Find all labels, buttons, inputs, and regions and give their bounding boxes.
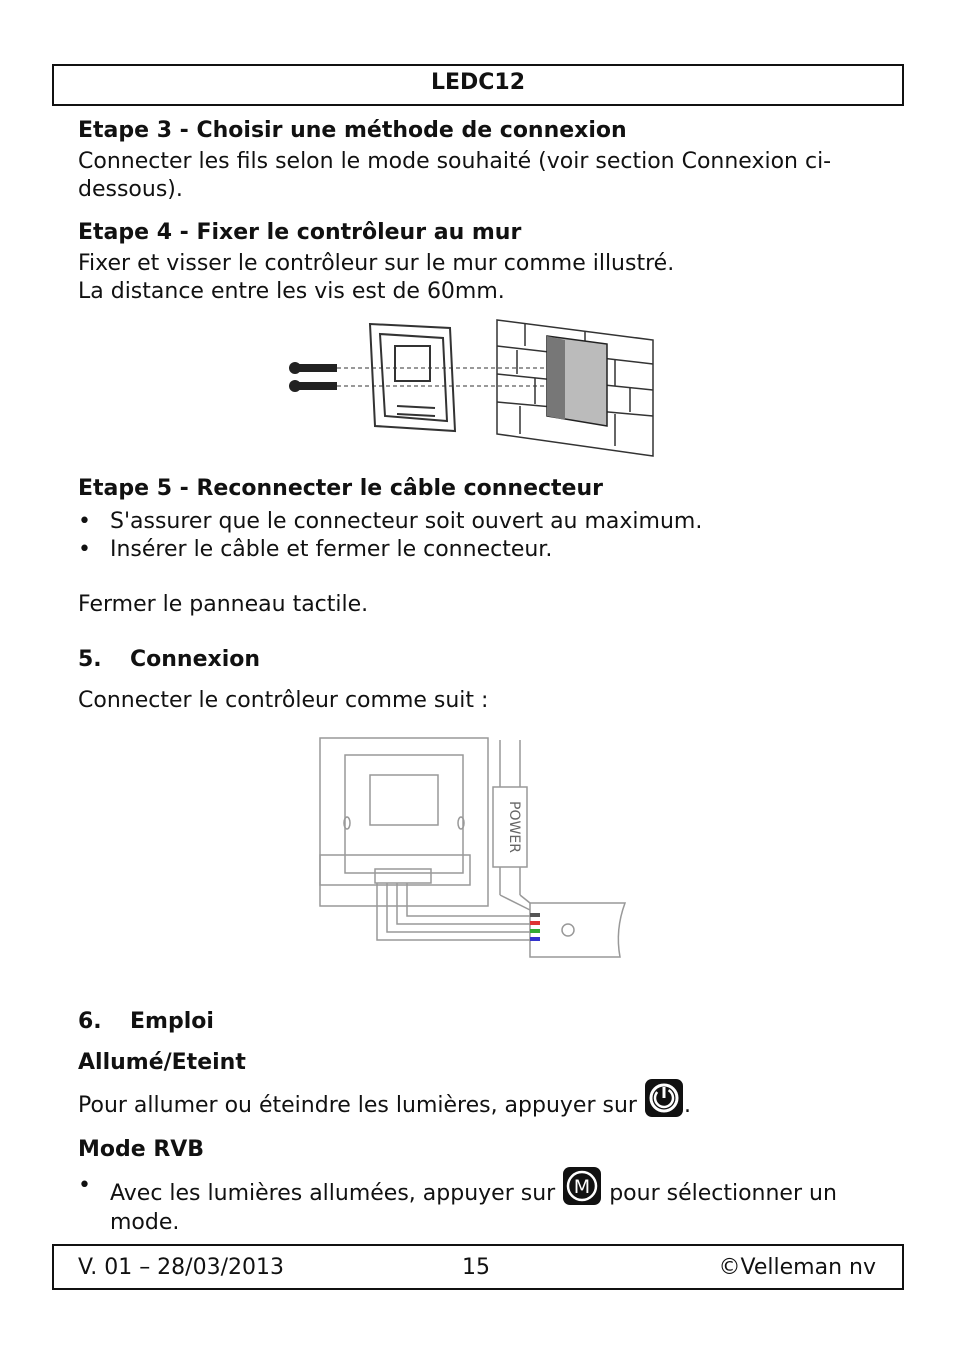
onoff-text: Pour allumer ou éteindre les lumières, appuyer sur . — [78, 1078, 691, 1118]
bullet-dot: • — [78, 1173, 91, 1198]
rgb-bullet: • Avec les lumières allumées, appuyer sur M pour sélectionner un — [78, 1166, 898, 1206]
mode-icon-letter: M — [574, 1176, 591, 1198]
step5-bullet-1: • S'assurer que le connecteur soit ouvert au maximum. — [78, 509, 703, 534]
bullet-dot: • — [78, 537, 91, 562]
mode-icon — [562, 1166, 602, 1206]
footer-page-number: 15 — [462, 1255, 490, 1280]
section-number: 5. — [78, 647, 102, 672]
power-icon — [644, 1078, 684, 1118]
footer-copyright: ©Velleman nv — [718, 1255, 876, 1280]
power-label: POWER — [506, 801, 522, 853]
step4-text-line1: Fixer et visser le contrôleur sur le mur comme illustré. — [78, 251, 675, 276]
rgb-heading: Mode RVB — [78, 1137, 205, 1162]
step4-heading: Etape 4 - Fixer le contrôleur au mur — [78, 220, 522, 245]
step3-text-line2: dessous). — [78, 177, 183, 202]
wall-mount-illustration — [285, 316, 660, 461]
bullet-dot: • — [78, 509, 91, 534]
section5-intro: Connecter le contrôleur comme suit : — [78, 688, 489, 713]
led-pins — [530, 913, 540, 941]
step3-heading: Etape 3 - Choisir une méthode de connexion — [78, 118, 627, 143]
onoff-heading: Allumé/Eteint — [78, 1050, 246, 1075]
step5-bullet-2: • Insérer le câble et fermer le connecteur. — [78, 537, 553, 562]
step4-text-line2: La distance entre les vis est de 60mm. — [78, 279, 505, 304]
step5-heading: Etape 5 - Reconnecter le câble connecteur — [78, 476, 603, 501]
section-number: 6. — [78, 1009, 102, 1034]
section-title: Emploi — [130, 1009, 214, 1034]
document-title: LEDC12 — [430, 70, 526, 95]
screw-icon — [289, 362, 337, 392]
rgb-bullet-continuation: mode. — [110, 1210, 180, 1235]
section-title: Connexion — [130, 647, 261, 672]
step3-text-line1: Connecter les fils selon le mode souhaité (voir section Connexion ci- — [78, 149, 832, 174]
footer-version: V. 01 – 28/03/2013 — [78, 1255, 284, 1280]
connection-diagram — [315, 735, 635, 960]
step5-closing: Fermer le panneau tactile. — [78, 592, 369, 617]
